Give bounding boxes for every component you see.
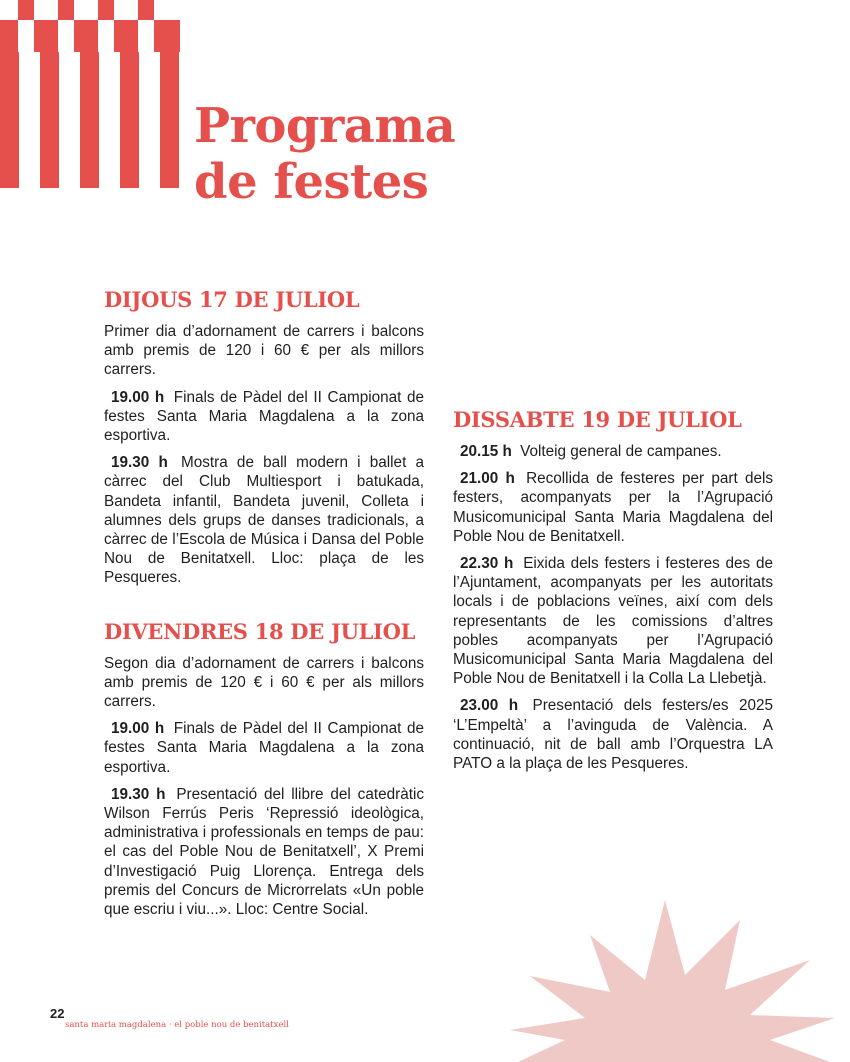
event-text: Presentació dels festers/es 2025 ‘L’Empeltà’ a l’avinguda de València. A continuació, nit de ball amb l’Orquestra LA PATO a la plaça de les Pesqueres. <box>453 697 773 773</box>
event-text: Finals de Pàdel del II Campionat de festes Santa Maria Magdalena a la zona esportiva. <box>104 388 425 445</box>
page-number: 22 <box>50 1006 65 1021</box>
stripe-bar <box>160 52 179 188</box>
decorative-stripes <box>0 0 180 190</box>
day-heading: DIJOUS 17 DE JULIOL <box>104 287 360 312</box>
stripe-band-decoration <box>0 0 180 52</box>
day-section-saturday <box>453 406 773 773</box>
day-heading: DISSABTE 19 DE JULIOL <box>453 407 742 432</box>
left-column <box>104 286 424 927</box>
title-line-1: Programa <box>194 98 456 154</box>
page-title <box>194 98 455 210</box>
event-time: 19.30 h <box>111 785 166 803</box>
event-time: 23.00 h <box>460 697 519 715</box>
event-text: Mostra de ball modern i ballet a càrrec del Club Multiesport i batukada, Bandeta infantil, Bandeta juvenil, Colleta i alumnes dels grups de danses tradicionals, a càrrec de l’Escola de Música i Dansa del Poble Nou de Benitatxell. Lloc: plaça de les Pesqueres. <box>104 454 425 587</box>
event-item <box>453 469 773 546</box>
event-text: Volteig general de campanes. <box>520 443 722 460</box>
event-text: Finals de Pàdel del II Campionat de festes Santa Maria Magdalena a la zona esportiva. <box>104 720 425 776</box>
footer-text: santa maria magdalena · el poble nou de benitatxell <box>65 1020 289 1030</box>
event-time: 20.15 h <box>460 443 512 460</box>
day-section-thursday <box>104 286 424 588</box>
event-item <box>104 453 424 587</box>
day-heading: DIVENDRES 18 DE JULIOL <box>104 618 416 644</box>
stripe-bar <box>120 52 139 188</box>
event-time: 22.30 h <box>460 555 514 573</box>
day-intro: Segon dia d’adornament de carrers i balcons amb premis de 120 € i 60 € per als millors carrers. <box>104 654 424 711</box>
section-spacer <box>104 596 424 618</box>
event-item <box>104 388 424 446</box>
event-item <box>453 554 773 688</box>
stripe-bar <box>80 52 99 188</box>
event-time: 19.30 h <box>111 454 168 472</box>
event-time: 19.00 h <box>111 388 165 406</box>
event-item <box>104 785 424 919</box>
event-text: Eixida dels festers i festeres des de l’Ajuntament, acompanyats per les autoritats locals i de poblacions veïnes, així com dels representants de les comissions d’altres pobles acompanyats per l’Agrupació Musicomunicipal Santa Maria Magdalena del Poble Nou de Benitatxell i la Colla La Llebetjà. <box>453 555 773 688</box>
event-text: Recollida de festeres per part dels festers, acompanyats per la l’Agrupació Musicomunicipal Santa Maria Magdalena del Poble Nou de Benitatxell. <box>453 470 774 545</box>
starburst-decoration <box>470 880 850 1062</box>
event-time: 19.00 h <box>111 720 165 738</box>
stripe-bar <box>0 52 19 188</box>
event-time: 21.00 h <box>460 470 515 488</box>
event-item <box>453 696 773 773</box>
right-column <box>453 406 773 781</box>
day-intro: Primer dia d’adornament de carrers i balcons amb premis de 120 i 60 € per als millors carrers. <box>104 323 424 379</box>
event-item <box>104 719 424 777</box>
event-item <box>453 442 773 461</box>
title-line-2: de festes <box>194 154 429 210</box>
stripe-bar <box>40 52 59 188</box>
event-text: Presentació del llibre del catedràtic Wilson Ferrús Peris ‘Repressió ideològica, administrativa i professionals en temps de pau: el cas del Poble Nou de Benitatxell’, X Premi d’Investigació Puig Llorença. Entrega dels premis del Concurs de Microrrelats «Un poble que escriu i viu...». Lloc: Centre Social. <box>104 785 424 919</box>
day-section-friday <box>104 618 424 920</box>
page-footer <box>50 1006 289 1030</box>
